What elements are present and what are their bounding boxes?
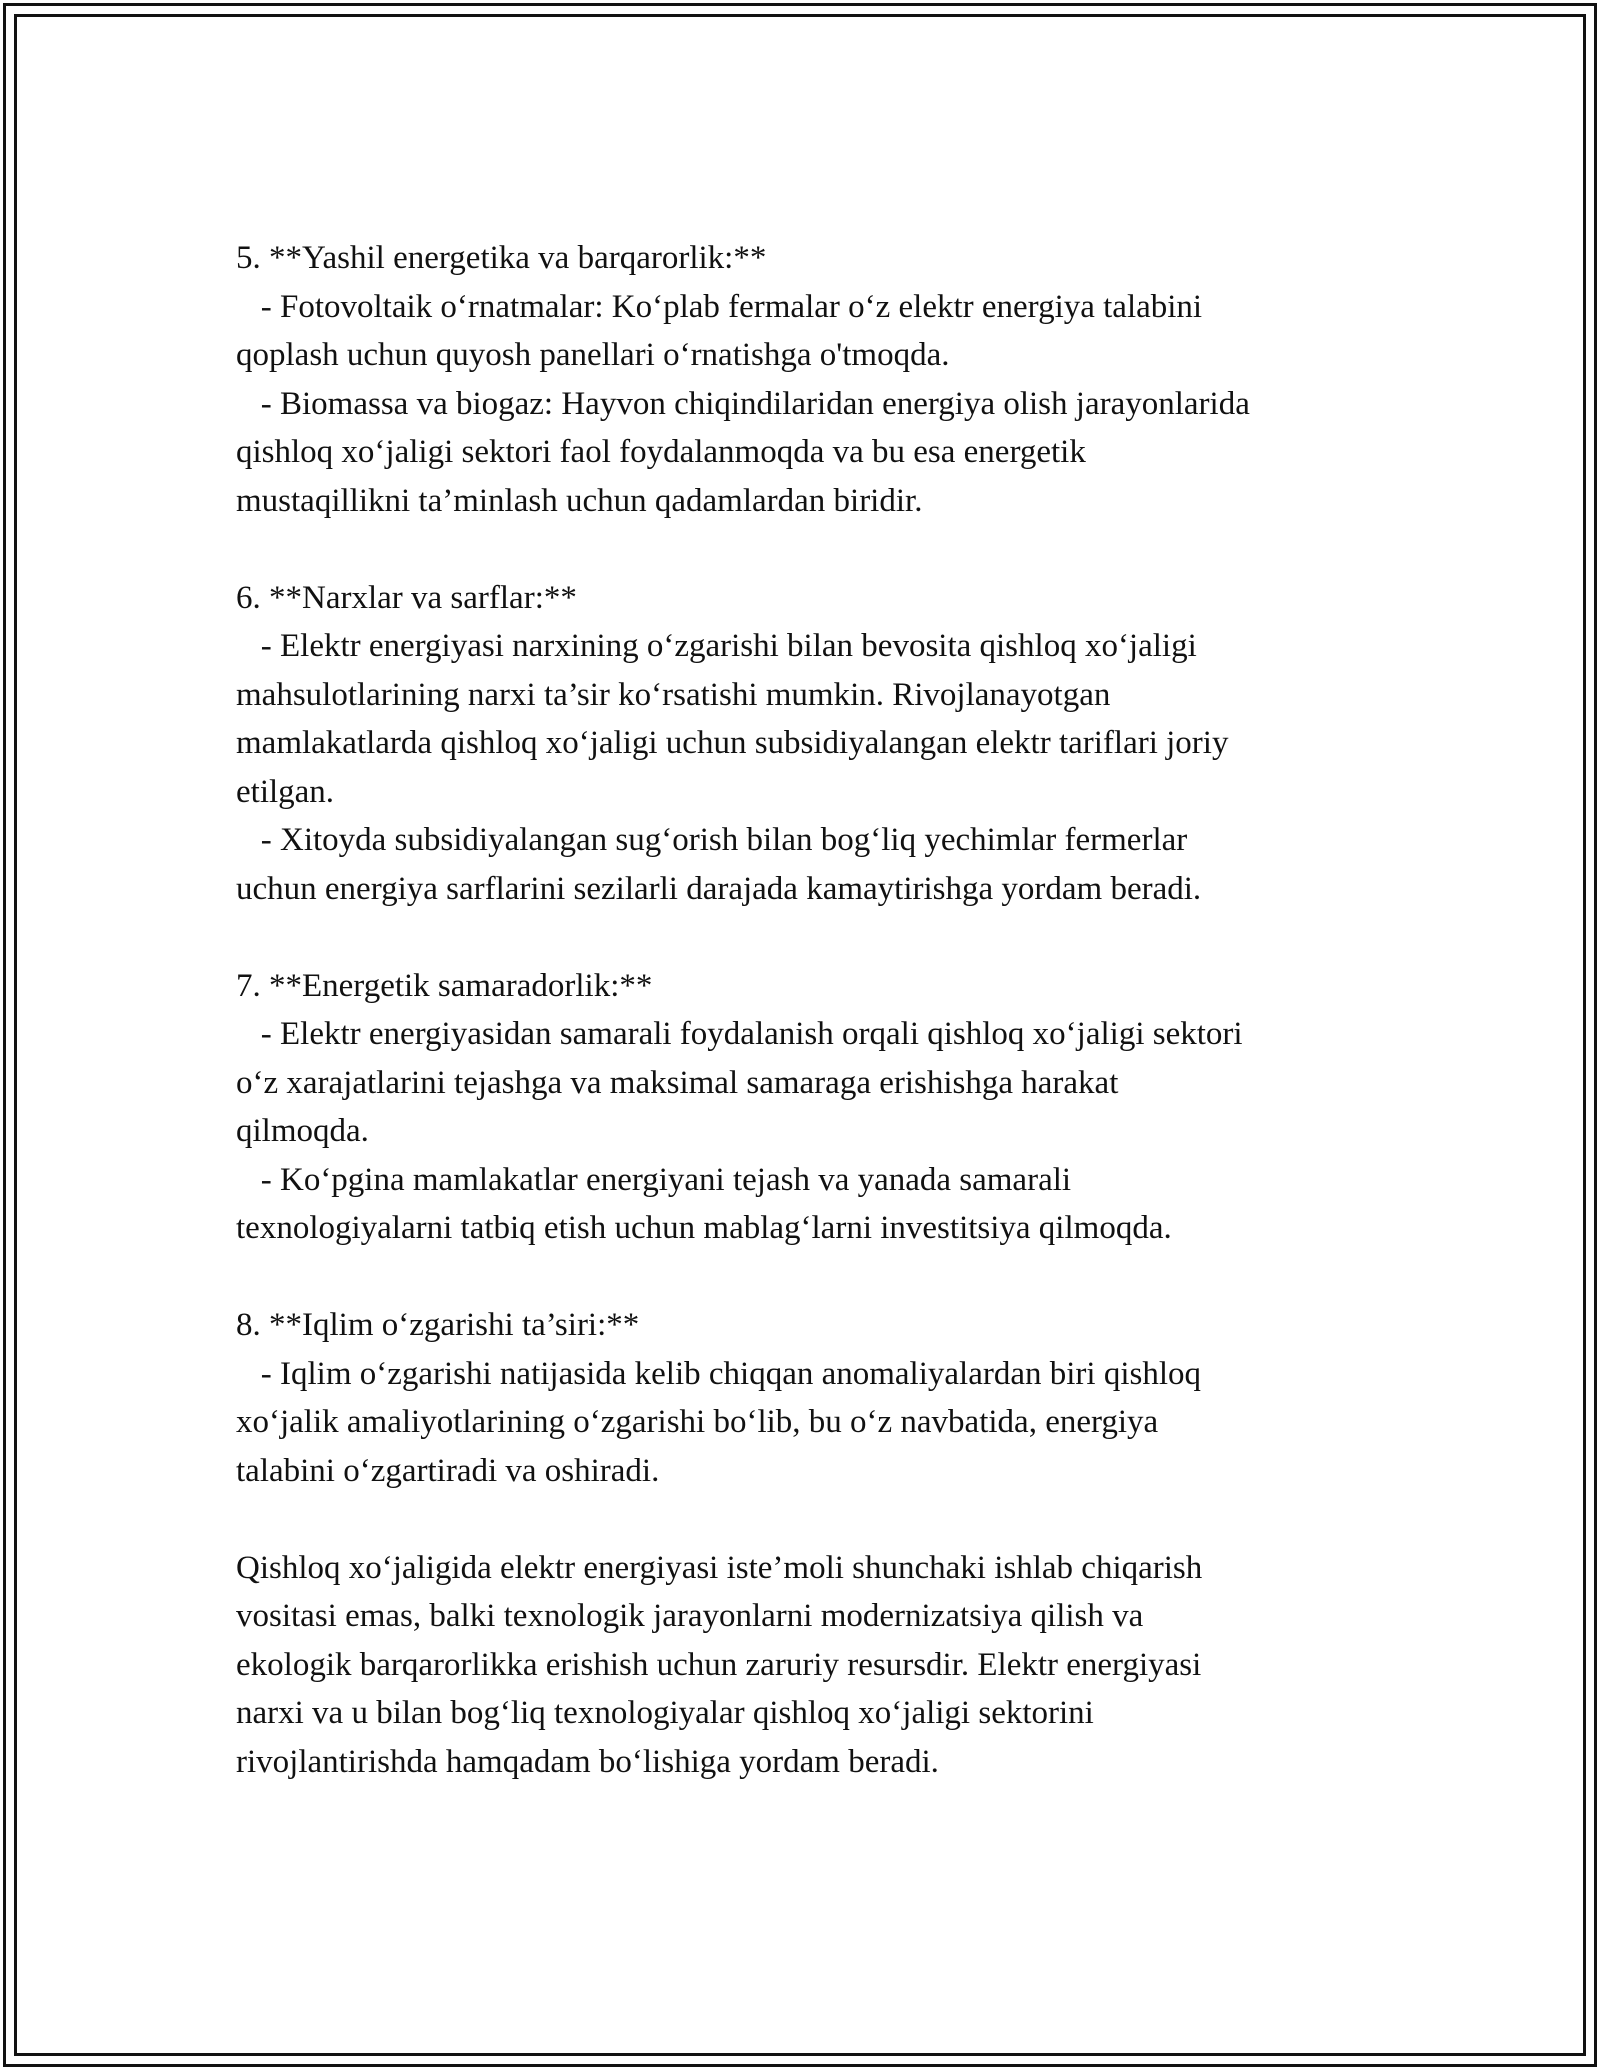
section-5-item-2-line-2: qishloq xo‘jaligi sektori faol foydalanmoqda va bu esa energetik	[236, 434, 1086, 470]
section-7-item-1-line-1: - Elektr energiyasidan samarali foydalanish orqali qishloq xo‘jaligi sektori	[236, 1016, 1243, 1052]
section-6-item-2-line-2: uchun energiya sarflarini sezilarli darajada kamaytirishga yordam beradi.	[236, 870, 1202, 907]
section-7-item-1-line-3: qilmoqda.	[236, 1113, 369, 1149]
section-8-item-1-line-1: - Iqlim o‘zgarishi natijasida kelib chiqqan anomaliyalardan biri qishloq	[236, 1355, 1201, 1392]
section-6-item-1-line-2: mahsulotlarining narxi ta’sir ko‘rsatishi mumkin. Rivojlanayotgan	[236, 676, 1111, 713]
section-5-item-1-line-1: - Fotovoltaik o‘rnatmalar: Ko‘plab fermalar o‘z elektr energiya talabini	[236, 288, 1203, 325]
paragraph-spacer	[236, 913, 1406, 962]
conclusion-line-4: narxi va u bilan bog‘liq texnologiyalar qishloq xo‘jaligi sektorini	[236, 1695, 1094, 1731]
section-8-heading: 8. **Iqlim o‘zgarishi ta’siri:**	[236, 1307, 640, 1343]
section-7-item-2-line-1: - Ko‘pgina mamlakatlar energiyani tejash va yanada samarali	[236, 1161, 1072, 1198]
section-7-item-1-line-2: o‘z xarajatlarini tejashga va maksimal samaraga erishishga harakat	[236, 1064, 1119, 1101]
section-5-item-2-line-3: mustaqillikni ta’minlash uchun qadamlardan biridir.	[236, 482, 923, 519]
section-8-item-1-line-3: talabini o‘zgartiradi va oshiradi.	[236, 1452, 660, 1489]
section-6-item-1-line-4: etilgan.	[236, 773, 335, 810]
section-5-item-1-line-2: qoplash uchun quyosh panellari o‘rnatishga o'tmoqda.	[236, 337, 950, 373]
conclusion-line-3: ekologik barqarorlikka erishish uchun zaruriy resursdir. Elektr energiyasi	[236, 1646, 1202, 1683]
section-6-item-1-line-3: mamlakatlarda qishloq xo‘jaligi uchun subsidiyalangan elektr tariflari joriy	[236, 725, 1229, 761]
conclusion-line-2: vositasi emas, balki texnologik jarayonlarni modernizatsiya qilish va	[236, 1598, 1144, 1634]
paragraph-spacer	[236, 1253, 1406, 1302]
document-body	[236, 234, 1406, 1786]
paragraph-spacer	[236, 1495, 1406, 1544]
paragraph-spacer	[236, 525, 1406, 574]
conclusion-line-5: rivojlantirishda hamqadam bo‘lishiga yordam beradi.	[236, 1743, 939, 1780]
section-6-item-1-line-1: - Elektr energiyasi narxining o‘zgarishi bilan bevosita qishloq xo‘jaligi	[236, 628, 1197, 664]
conclusion-line-1: Qishloq xo‘jaligida elektr energiyasi iste’moli shunchaki ishlab chiqarish	[236, 1549, 1203, 1586]
section-6-heading: 6. **Narxlar va sarflar:**	[236, 579, 577, 616]
section-8-item-1-line-2: xo‘jalik amaliyotlarining o‘zgarishi bo‘lib, bu o‘z navbatida, energiya	[236, 1404, 1159, 1440]
section-5-item-2-line-1: - Biomassa va biogaz: Hayvon chiqindilaridan energiya olish jarayonlarida	[236, 385, 1250, 422]
section-7-item-2-line-2: texnologiyalarni tatbiq etish uchun mablag‘larni investitsiya qilmoqda.	[236, 1210, 1172, 1246]
section-7-heading: 7. **Energetik samaradorlik:**	[236, 967, 653, 1004]
section-5-heading: 5. **Yashil energetika va barqarorlik:**	[236, 240, 767, 276]
section-6-item-2-line-1: - Xitoyda subsidiyalangan sug‘orish bilan bog‘liq yechimlar fermerlar	[236, 822, 1188, 858]
